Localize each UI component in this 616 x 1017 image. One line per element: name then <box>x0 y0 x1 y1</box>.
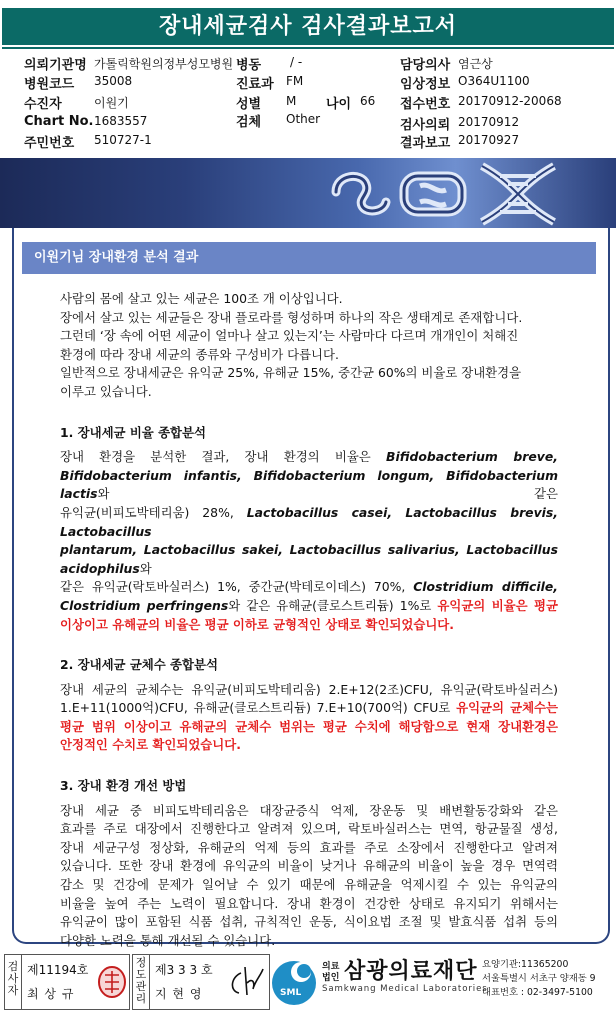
dept-value: FM <box>286 74 304 88</box>
intro-line: 그런데 ‘장 속에 어떤 세균이 얼마나 살고 있는지’는 사람마다 다르며 개개인이 처해진 <box>60 328 519 344</box>
clinical-label: 임상정보 <box>400 77 451 92</box>
section3-line: 있습니다. 또한 장내 환경에 유익균의 비율이 낮거나 유해균의 비율이 높을 경우 면역력 <box>60 858 558 874</box>
section1-line: 유익균(비피도박테리움) 28%, Lactobacillus casei, Lactobacillus brevis, Lactobacillus <box>60 504 558 539</box>
patient-info-block <box>0 54 616 154</box>
report-date-value: 20170927 <box>458 133 520 147</box>
sml-logo-text: SML <box>280 988 302 998</box>
request-label: 검사의뢰 <box>400 118 451 133</box>
analysis-content <box>60 290 558 950</box>
section3-line: 비율을 높여 주는 노력이 필요합니다. 장내 환경이 건강한 상태로 유지되기 위해서는 <box>60 895 558 911</box>
receipt-label: 접수번호 <box>400 97 451 112</box>
receipt-value: 20170912-20068 <box>458 94 562 108</box>
sex-value: M <box>286 94 297 108</box>
verifier-name: 지 현 영 <box>155 987 203 1001</box>
patient-label: 수진자 <box>24 97 62 112</box>
section1-line: plantarum, Lactobacillus sakei, Lactobacillus salivarius, Lactobacillus acidophilus와 <box>60 542 558 576</box>
section3-line: 장내 세균구성 정상화, 유해균의 억제 등의 효과를 주로 소장에서 진행한다고 알려져 <box>60 839 558 855</box>
examiner-vertical-label: 검사자 <box>7 960 19 997</box>
intro-line: 환경에 따라 장내 세균의 종류와 구성비가 다릅니다. <box>60 346 339 362</box>
divider <box>21 955 22 1009</box>
section2-conclusion: 평균 범위 이상이고 유해균의 균체수 범위는 평균 수치에 해당함으로 현재 장내환경은 <box>60 718 558 734</box>
hospital-code-value: 35008 <box>94 74 133 88</box>
report-date-label: 결과보고 <box>400 136 451 151</box>
age-value: 66 <box>360 94 376 108</box>
report-title: 장내세균검사 검사결과보고서 <box>2 8 614 45</box>
foundation-english-name: Samkwang Medical Laboratories <box>322 984 488 994</box>
sml-logo-icon <box>270 956 320 1006</box>
institution-value: 가톨릭학원의정부성모병원 <box>94 57 234 71</box>
intestine-dna-illustration <box>322 162 562 226</box>
section2-line: 장내 세균의 균체수는 유익균(비피도박테리움) 2.E+12(2조)CFU, 유익균(락토바실러스) <box>60 681 558 697</box>
intro-line: 장에서 살고 있는 세균들은 장내 플로라를 형성하며 하나의 작은 생태계로 존재합니다. <box>60 309 523 325</box>
doctor-value: 염근상 <box>458 57 493 71</box>
id-number-value: 510727-1 <box>94 133 152 147</box>
id-number-label: 주민번호 <box>24 136 75 151</box>
ward-label: 병동 <box>236 58 262 73</box>
section3-line: 장내 세균 중 비피도박테리움은 대장균증식 억제, 장운동 및 배변활동강화와 같은 <box>60 802 558 818</box>
intro-line: 일반적으로 장내세균은 유익균 25%, 유해균 15%, 중간균 60%의 비율로 장내환경을 <box>60 365 522 381</box>
handwritten-signature-icon <box>225 963 265 1001</box>
footer <box>0 950 616 1017</box>
section3-heading: 3. 장내 환경 개선 방법 <box>60 778 187 794</box>
section3-line: 유익균이 많이 포함된 식품 섭취, 규칙적인 운동, 식이요법 조절 및 발효식품 섭취 등의 <box>60 914 558 930</box>
section1-line: Bifidobacterium infantis, Bifidobacterium longum, Bifidobacterium lactis와 같은 <box>60 467 558 502</box>
clinical-value: O364U1100 <box>458 74 530 88</box>
representative-phone: 대표번호 : 02-3497-5100 <box>482 987 593 998</box>
specimen-label: 검체 <box>236 115 262 130</box>
doctor-label: 담당의사 <box>400 58 451 73</box>
age-label: 나이 <box>326 97 352 112</box>
section3-line: 효과를 주로 대장에서 진행한다고 알려져 있으며, 락토바실러스는 면역, 항균물질 생성, <box>60 821 558 837</box>
verifier-vertical-label: 정도관리 <box>135 956 147 1005</box>
section3-line: 감소 및 건강에 문제가 일어날 수 있기 때문에 유해균을 억제시킬 수 있는 유익균의 <box>60 877 558 893</box>
patient-value: 이원기 <box>94 96 129 110</box>
section1-heading: 1. 장내세균 비율 종합분석 <box>60 424 206 440</box>
decorative-banner <box>0 158 616 228</box>
chart-no-value: 1683557 <box>94 114 148 128</box>
section2-line: 1.E+11(1000억)CFU, 유해균(클로스트리듐) 7.E+10(700억) CFU로 유익균의 균체수는 <box>60 700 558 716</box>
chart-no-label: Chart No. <box>24 114 94 129</box>
title-divider <box>2 47 614 49</box>
section1-line: 같은 유익균(락토바실러스) 1%, 중간균(박테로이데스) 70%, Clostridium difficile, <box>60 579 558 595</box>
section2-conclusion: 안정적인 수치로 확인되었습니다. <box>60 737 241 753</box>
ward-value: / - <box>290 55 303 69</box>
section2-heading: 2. 장내세균 균체수 종합분석 <box>60 657 218 673</box>
sex-label: 성별 <box>236 97 262 112</box>
examiner-name: 최 상 규 <box>27 987 75 1001</box>
request-value: 20170912 <box>458 115 520 129</box>
examiner-signature-box <box>4 954 130 1010</box>
foundation-name: 삼광의료재단 <box>344 959 478 984</box>
section1-line: Clostridium perfringens와 같은 유해균(클로스트리듐) 1%로 유익균의 비율은 평균 <box>60 597 558 613</box>
section3-line: 다양한 노력을 통해 개선될 수 있습니다. <box>60 932 276 948</box>
section1-line: 장내 환경을 분석한 결과, 장내 환경의 비율은 Bifidobacterium breve, <box>60 449 558 465</box>
specimen-value: Other <box>286 112 321 126</box>
divider <box>149 955 150 1009</box>
section-header: 이원기님 장내환경 분석 결과 <box>22 242 596 274</box>
corp-type-label: 의료 법인 <box>322 962 340 983</box>
seal-stamp-icon <box>97 965 127 999</box>
verifier-signature-box <box>132 954 270 1010</box>
intro-line: 사람의 몸에 살고 있는 세균은 100조 개 이상입니다. <box>60 291 343 306</box>
foundation-address: 서울특별시 서초구 양재동 9 <box>482 973 596 984</box>
section1-conclusion: 이상이고 유해균의 비율은 평균 이하로 균형적인 상태로 확인되었습니다. <box>60 616 454 632</box>
institution-code: 요양기관:11365200 <box>482 959 569 970</box>
dept-label: 진료과 <box>236 77 274 92</box>
verifier-license-no: 제3 3 3 호 <box>155 963 213 977</box>
institution-label: 의뢰기관명 <box>24 58 87 73</box>
intro-line: 이루고 있습니다. <box>60 383 152 399</box>
hospital-code-label: 병원코드 <box>24 77 75 92</box>
examiner-license-no: 제11194호 <box>27 963 89 977</box>
